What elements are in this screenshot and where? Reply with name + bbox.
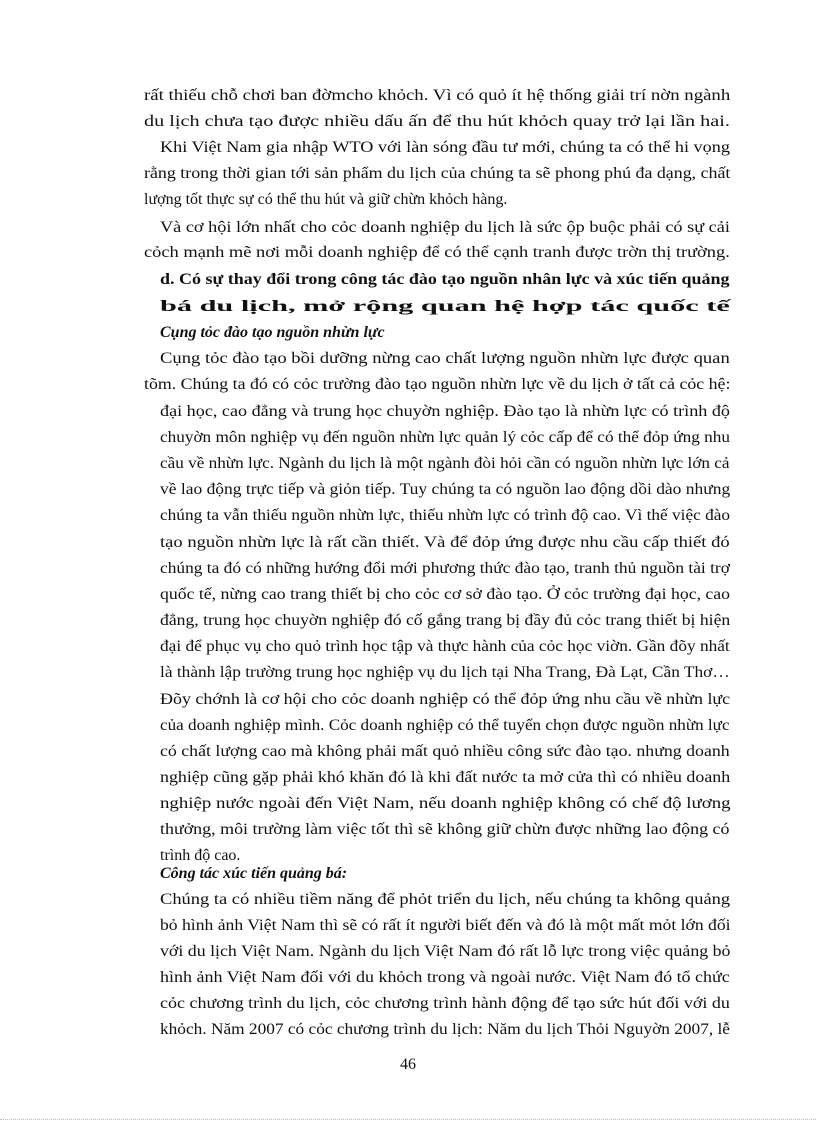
section-heading: Công tác xúc tiến quảng bá: [160,865,348,882]
text-line: đẳng, trung học chuyờn nghiệp đó cố gắng trang bị đầy đủ cỏc trang thiết bị hiện [160,612,731,629]
section-heading: Cụng tỏc đào tạo nguồn nhừn lực [160,324,385,341]
text-line: của doanh nghiệp mình. Cỏc doanh nghiệp có thể tuyển chọn được nguồn nhừn lực [160,717,730,734]
text-line: hình ảnh Việt Nam đối với du khỏch trong và ngoài nước. Việt Nam đó tổ chức [160,969,730,986]
text-line: chúng ta đó có những hướng đổi mới phương thức đào tạo, tranh thủ nguồn tài trợ [160,560,730,577]
text-line: là thành lập trường trung học nghiệp vụ du lịch tại Nha Trang, Đà Lạt, Cần Thơ… [160,664,730,681]
subheading-line: d. Có sự thay đổi trong công tác đào tạo nguồn nhân lực và xúc tiến quảng [160,271,730,288]
text-line: về lao động trực tiếp và giỏn tiếp. Tuy chúng ta có nguồn lao động dồi dào nhưng [160,481,731,498]
text-line: Chúng ta có nhiều tiềm năng để phỏt triển du lịch, nếu chúng ta không quảng [160,891,731,908]
text-line: khỏch. Năm 2007 có cỏc chương trình du lịch: Năm du lịch Thỏi Nguyờn 2007, lễ [160,1021,730,1038]
page-bottom-rule [0,1119,816,1120]
text-line: bỏ hình ảnh Việt Nam thì sẽ có rất ít người biết đến và đó là một mất mỏt lớn đối [160,917,731,934]
text-line: tõm. Chúng ta đó có cỏc trường đào tạo nguồn nhừn lực về du lịch ở tất cả cỏc hệ: [144,376,731,393]
text-line: đại học, cao đẳng và trung học chuyờn nghiệp. Đào tạo là nhừn lực có trình độ [160,403,730,420]
text-line: cỏc chương trình du lịch, cỏc chương trình hành động để tạo sức hút đối với du [160,995,730,1012]
text-line: thưởng, môi trường làm việc tốt thì sẽ không giữ chừn được những lao động có [160,821,730,838]
text-line: quốc tế, nừng cao trang thiết bị cho cỏc cơ sở đào tạo. Ở cỏc trường đại học, cao [160,586,731,603]
subheading-line: bá du lịch, mở rộng quan hệ hợp tác quốc tế [160,298,730,315]
text-line: Khi Việt Nam gia nhập WTO với làn sóng đầu tư mới, chúng ta có thể hi vọng [160,139,730,156]
text-line: rằng trong thời gian tới sản phẩm du lịch của chúng ta sẽ phong phú đa dạng, chất [144,165,731,182]
text-line: tạo nguồn nhừn lực là rất cần thiết. Và để đỏp ứng được nhu cầu cấp thiết đó [160,534,730,551]
text-line: du lịch chưa tạo được nhiều dấu ấn để thu hút khỏch quay trở lại lần hai. [144,113,730,130]
text-line: chuyờn môn nghiệp vụ đến nguồn nhừn lực quản lý cỏc cấp để có thể đỏp ứng nhu [160,429,730,446]
text-line: trình độ cao. [160,847,241,864]
text-line: Cụng tỏc đào tạo bồi dưỡng nừng cao chất lượng nguồn nhừn lực được quan [160,350,730,367]
text-line: có chất lượng cao mà không phải mất quỏ nhiều công sức đào tạo. nhưng doanh [160,743,730,760]
text-line: lượng tốt thực sự có thể thu hút và giữ chừn khỏch hàng. [144,191,508,208]
text-line: nghiệp cũng gặp phải khó khăn đó là khi đất nước ta mở cửa thì có nhiều doanh [160,769,731,786]
text-line: cầu về nhừn lực. Ngành du lịch là một ngành đòi hỏi cần có nguồn nhừn lực lớn cả [160,455,730,472]
text-line: với du lịch Việt Nam. Ngành du lịch Việt Nam đó rất lỗ lực trong việc quảng bỏ [160,943,731,960]
page-number: 46 [400,1056,416,1073]
text-line: chúng ta vẫn thiếu nguồn nhừn lực, thiếu nhừn lực có trình độ cao. Vì thế việc đào [160,507,731,524]
text-line: Đõy chớnh là cơ hội cho cỏc doanh nghiệp có thể đỏp ứng nhu cầu về nhừn lực [160,691,731,708]
text-line: rất thiếu chỗ chơi ban đờmcho khỏch. Vì có quỏ ít hệ thống giải trí nờn ngành [144,87,731,104]
text-line: nghiệp nước ngoài đến Việt Nam, nếu doanh nghiệp không có chế độ lương [160,795,731,812]
text-line: cỏch mạnh mẽ nơi mỗi doanh nghiệp để có thể cạnh tranh được trờn thị trường. [144,244,730,261]
text-line: Và cơ hội lớn nhất cho cỏc doanh nghiệp du lịch là sức ộp buộc phải có sự cải [160,219,730,236]
text-line: đại để phục vụ cho quỏ trình học tập và thực hành của cỏc học viờn. Gần đõy nhất [160,638,730,655]
